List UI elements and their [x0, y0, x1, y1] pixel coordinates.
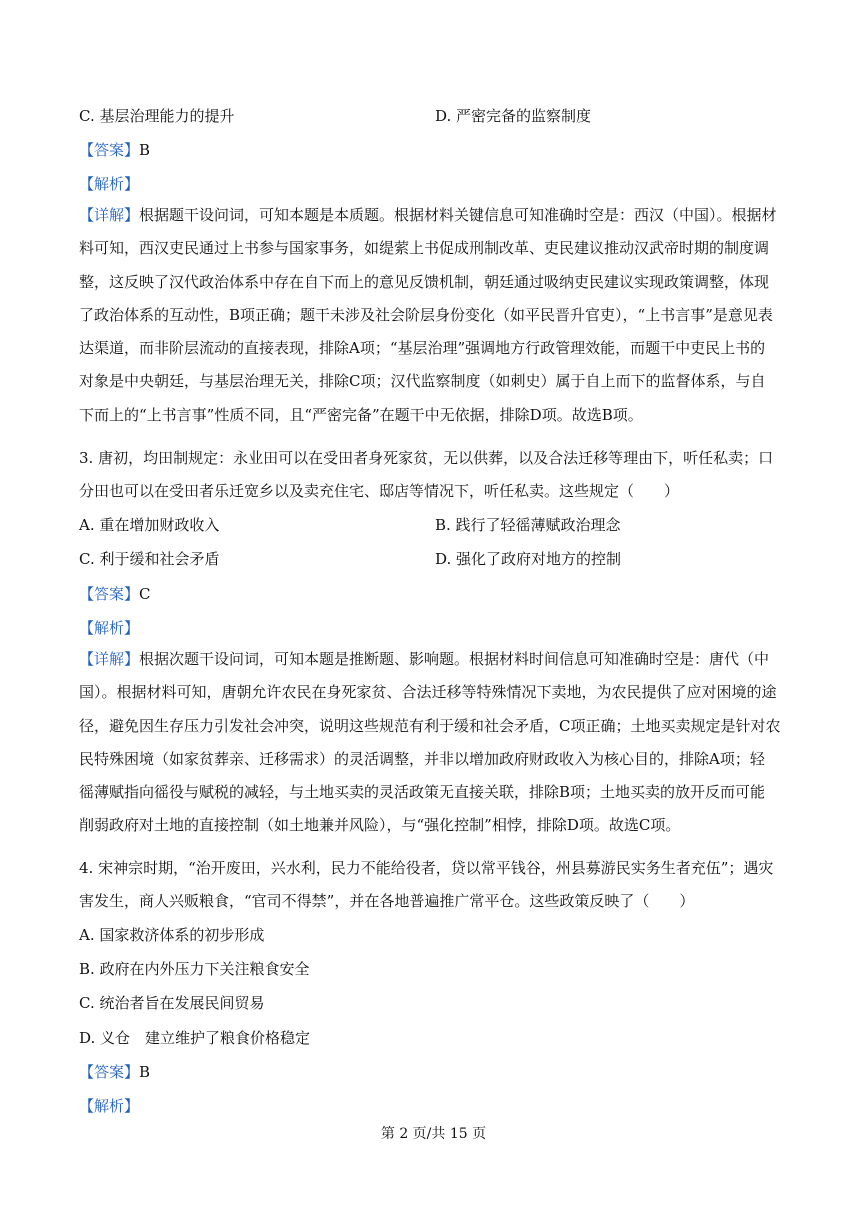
detail-line: 徭薄赋指向徭役与赋税的减轻，与土地买卖的灵活政策无直接关联，排除B项；土地买卖的放开反而可能	[79, 783, 766, 802]
q3-analysis-tag	[79, 618, 139, 638]
q3-option-b: B. 践行了轻徭薄赋政治理念	[435, 516, 621, 534]
detail-line: 削弱政府对土地的直接控制（如土地兼并风险），与“强化控制”相悖，排除D项。故选C项。	[79, 816, 681, 835]
q4-option-a: A. 国家救济体系的初步形成	[79, 926, 265, 944]
detail-tag: 【详解】	[79, 650, 140, 668]
q2-option-d: D. 严密完备的监察制度	[435, 107, 592, 125]
q4-answer	[79, 1062, 150, 1082]
detail-line: 达渠道，而非阶层流动的直接表现，排除A项；“基层治理”强调地方行政管理效能，而题干中吏民上书的	[79, 339, 766, 358]
q4-option-c: C. 统治者旨在发展民间贸易	[79, 994, 265, 1012]
answer-value: C	[139, 585, 151, 603]
stem-line: 4. 宋神宗时期，“治开废田，兴水利，民力不能给役者，贷以常平钱谷，州县募游民实务生者充伍”；遇灾	[79, 859, 774, 877]
q2-answer	[79, 140, 150, 160]
detail-line: 民特殊困境（如家贫葬亲、迁移需求）的灵活调整，并非以增加政府财政收入为核心目的，排除A项；轻	[79, 749, 765, 768]
detail-line: 【详解】根据题干设问词，可知本题是本质题。根据材料关键信息可知准确时空是：西汉（中国）。根据材	[79, 206, 777, 224]
answer-tag: 【答案】	[79, 1063, 140, 1081]
detail-line: 料可知，西汉吏民通过上书参与国家事务，如缇萦上书促成刑制改革、吏民建议推动汉武帝时期的制度调	[79, 239, 770, 258]
answer-value: B	[139, 1063, 151, 1081]
q3-option-d: D. 强化了政府对地方的控制	[435, 550, 622, 568]
q3-stem	[79, 442, 789, 509]
q4-option-b: B. 政府在内外压力下关注粮食安全	[79, 960, 310, 978]
q3-answer	[79, 584, 151, 604]
detail-line: 了政治体系的互动性，B项正确；题干未涉及社会阶层身份变化（如平民晋升官吏），“上书言事”是意见表	[79, 305, 773, 324]
detail-tag: 【详解】	[79, 206, 140, 224]
detail-line: 径，避免因生存压力引发社会冲突，说明这些规范有利于缓和社会矛盾，C项正确；土地买卖规定是针对农	[79, 716, 781, 735]
detail-line: 整，这反映了汉代政治体系中存在自下而上的意见反馈机制，朝廷通过吸纳吏民建议实现政策调整，体现	[79, 272, 770, 291]
q4-option-d: D. 义仓 建立维护了粮食价格稳定	[79, 1029, 311, 1047]
detail-line: 【详解】根据次题干设问词，可知本题是推断题、影响题。根据材料时间信息可知准确时空是：唐代（中	[79, 650, 770, 668]
stem-line: 害发生，商人兴贩粮食，“官司不得禁”，并在各地普遍推广常平仓。这些政策反映了（ ）	[79, 892, 695, 911]
q4-analysis-tag	[79, 1096, 139, 1116]
detail-line: 国）。根据材料可知，唐朝允许农民在身死家贫、合法迁移等特殊情况下卖地，为农民提供了应对困境的途	[79, 683, 777, 702]
answer-value: B	[139, 141, 151, 159]
detail-line: 下而上的“上书言事”性质不同，且“严密完备”在题干中无依据，排除D项。故选B项。	[79, 405, 643, 424]
q2-option-c: C. 基层治理能力的提升	[79, 107, 235, 125]
analysis-tag: 【解析】	[79, 175, 140, 193]
q3-option-a: A. 重在增加财政收入	[79, 516, 220, 534]
stem-line: 3. 唐初，均田制规定：永业田可以在受田者身死家贫，无以供葬，以及合法迁移等理由下，听任私卖；口	[79, 449, 774, 467]
analysis-tag: 【解析】	[79, 1097, 140, 1115]
analysis-tag: 【解析】	[79, 619, 140, 637]
stem-line: 分田也可以在受田者乐迁宽乡以及卖充住宅、邸店等情况下，听任私卖。这些规定（ ）	[79, 482, 680, 501]
q4-stem	[79, 852, 789, 919]
q3-detail	[79, 643, 789, 843]
page-footer: 第 2 页/共 15 页	[380, 1126, 487, 1142]
q2-analysis-tag	[79, 174, 139, 194]
q2-detail	[79, 199, 789, 432]
detail-line: 对象是中央朝廷，与基层治理无关，排除C项；汉代监察制度（如刺史）属于自上而下的监督体系，与自	[79, 372, 766, 391]
q3-option-c: C. 利于缓和社会矛盾	[79, 550, 220, 568]
answer-tag: 【答案】	[79, 585, 140, 603]
answer-tag: 【答案】	[79, 141, 140, 159]
